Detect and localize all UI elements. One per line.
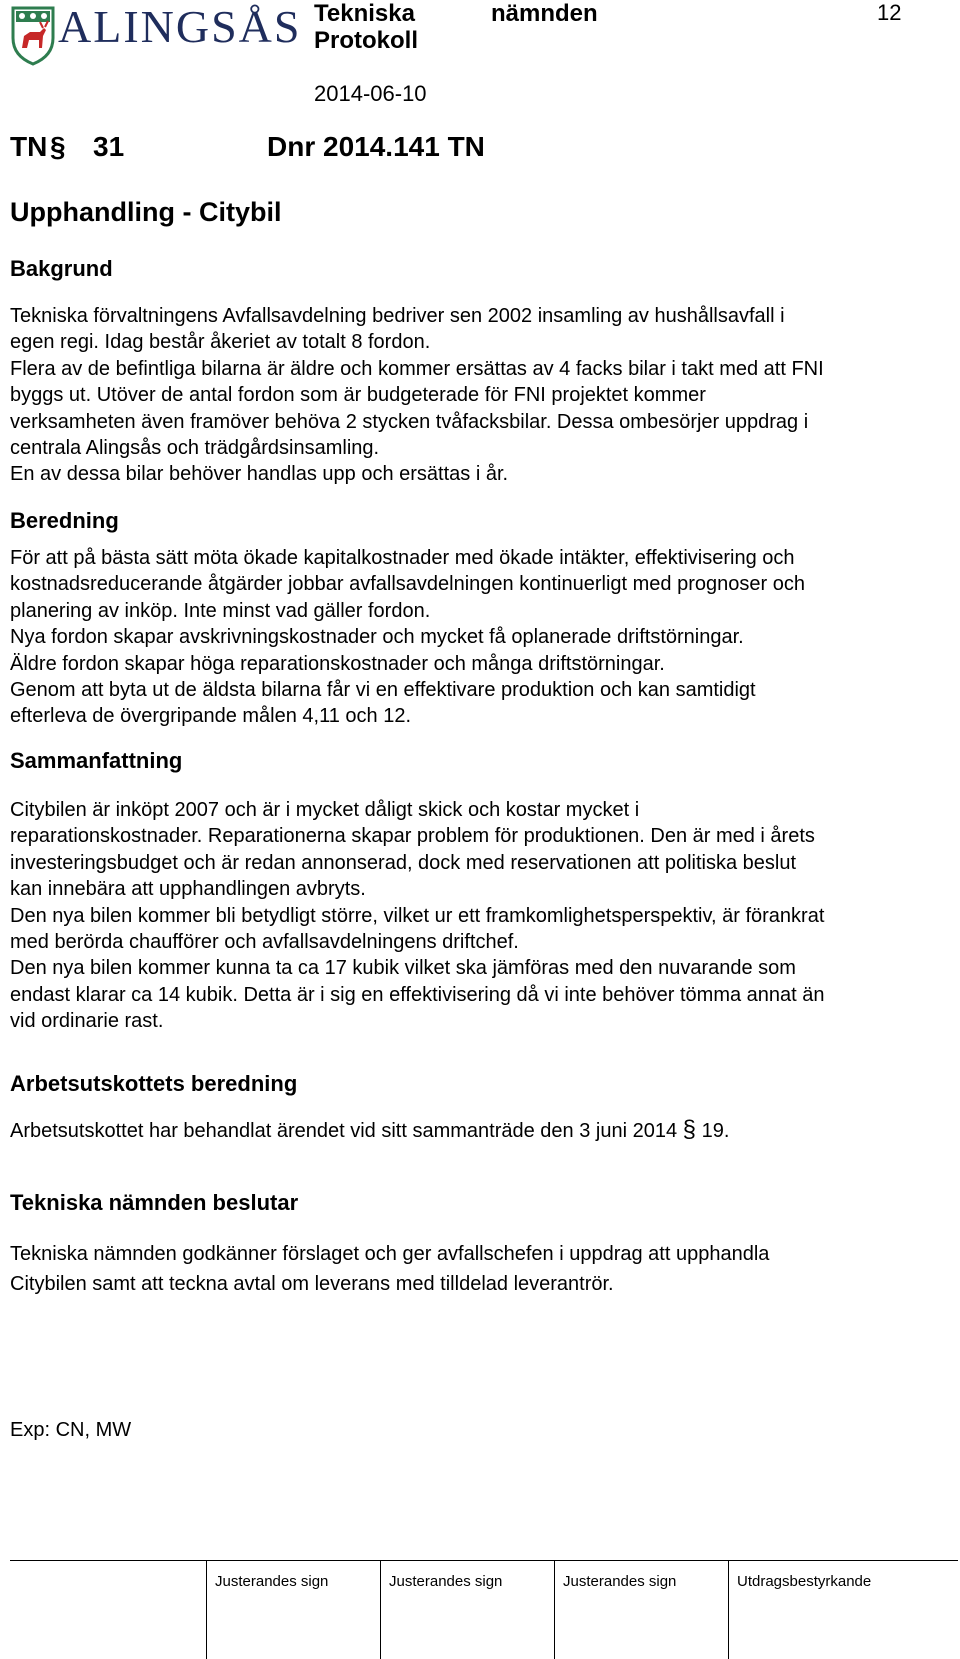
text-line: [10, 1117, 940, 1144]
signature-box: [554, 1561, 729, 1659]
case-number: 31: [93, 131, 125, 162]
text-line: För att på bästa sätt möta ökade kapitalkostnader med ökade intäkter, effektivisering och: [10, 547, 795, 569]
text-after: 19.: [701, 1120, 730, 1142]
text-line: Nya fordon skapar avskrivningskostnader och mycket få oplanerade driftstörningar.: [10, 626, 744, 649]
signature-label: Justerandes sign: [215, 1573, 329, 1590]
text-line: egen regi. Idag består åkeriet av totalt 8 fordon.: [10, 331, 431, 354]
signature-box: [728, 1561, 959, 1659]
case-title: Upphandling - Citybil: [10, 197, 282, 227]
signature-box: [380, 1561, 555, 1659]
certification-label: Utdragsbestyrkande: [737, 1573, 872, 1590]
org-name: ALINGSÅS: [58, 1, 302, 52]
heading-beredning: Beredning: [10, 508, 119, 533]
protocol-date: 2014-06-10: [314, 81, 427, 106]
text-line: planering av inköp. Inte minst vad gäller fordon.: [10, 599, 431, 622]
text-line: centrala Alingsås och trädgårdsinsamling.: [10, 437, 380, 460]
case-dnr: Dnr 2014.141 TN: [267, 131, 485, 162]
text-line: Tekniska förvaltningens Avfallsavdelning bedriver sen 2002 insamling av hushållsavfall i: [10, 305, 785, 327]
heading-sammanfattning: Sammanfattning: [10, 748, 183, 773]
text-line: med berörda chaufförer och avfallsavdelningens driftchef.: [10, 931, 519, 954]
signature-box: [206, 1561, 381, 1659]
page-number: 12: [877, 0, 902, 25]
paragraph-sammanfattning: [10, 797, 940, 1035]
text-line: efterleva de övergripande målen 4,11 och 12.: [10, 705, 412, 728]
text-line: Den nya bilen kommer kunna ta ca 17 kubik vilket ska jämföras med den nuvarande som: [10, 957, 796, 980]
text-before: Arbetsutskottet har behandlat ärendet vid sitt sammanträde den 3 juni 2014: [10, 1120, 678, 1142]
signature-label: Justerandes sign: [563, 1573, 677, 1590]
section-symbol: §: [50, 131, 66, 162]
text-line: Genom att byta ut de äldsta bilarna får vi en effektivare produktion och kan samtidigt: [10, 679, 756, 702]
text-line: Den nya bilen kommer bli betydligt större, vilket ur ett framkomlighetsperspektiv, är förankrat: [10, 904, 825, 927]
case-ref-prefix: TN: [10, 131, 48, 162]
text-line: Citybilen är inköpt 2007 och är i mycket dåligt skick och kostar mycket i: [10, 799, 640, 821]
text-line: kan innebära att upphandlingen avbryts.: [10, 878, 366, 901]
heading-bakgrund: Bakgrund: [10, 256, 113, 281]
heading-arbetsutskottet: Arbetsutskottets beredning: [10, 1071, 298, 1096]
paragraph-bakgrund: [10, 303, 940, 488]
section-symbol: §: [682, 1116, 697, 1143]
header-subtitle: Protokoll: [314, 27, 419, 54]
text-line: reparationskostnader. Reparationerna skapar problem för produktionen. Den är med i årets: [10, 825, 815, 848]
text-line: Äldre fordon skapar höga reparationskostnader och många driftstörningar.: [10, 652, 665, 675]
text-line: verksamheten även framöver behöva 2 stycken tvåfacksbilar. Dessa ombesörjer uppdrag i: [10, 410, 809, 433]
header-title-word1: Tekniska: [314, 0, 415, 27]
text-line: endast klarar ca 14 kubik. Detta är i sig en effektivisering då vi inte behöver tömma annat än: [10, 983, 825, 1006]
text-line: Tekniska nämnden godkänner förslaget och ger avfallschefen i uppdrag att upphandla: [10, 1243, 770, 1265]
paragraph-beslut: [10, 1239, 940, 1299]
text-line: byggs ut. Utöver de antal fordon som är budgeterade för FNI projektet kommer: [10, 384, 706, 407]
text-line: Citybilen samt att teckna avtal om leverans med tilldelad leverantrör.: [10, 1273, 614, 1295]
paragraph-arbetsutskottet: [10, 1117, 940, 1144]
text-line: investeringsbudget och är redan annonserad, dock med reservationen att politiska beslut: [10, 851, 797, 874]
heading-beslut: Tekniska nämnden beslutar: [10, 1190, 299, 1215]
paragraph-beredning: [10, 545, 940, 730]
alingsas-logo: [10, 0, 300, 68]
coat-of-arms-icon: [10, 2, 56, 66]
text-line: En av dessa bilar behöver handlas upp och ersättas i år.: [10, 463, 509, 486]
header-title-word2: nämnden: [491, 0, 598, 27]
expedition: Exp: CN, MW: [10, 1419, 132, 1441]
signature-label: Justerandes sign: [389, 1573, 503, 1590]
text-line: Flera av de befintliga bilarna är äldre och kommer ersättas av 4 facks bilar i takt med att FNI: [10, 357, 824, 380]
text-line: kostnadsreducerande åtgärder jobbar avfallsavdelningen kontinuerligt med prognoser och: [10, 573, 805, 596]
text-line: vid ordinarie rast.: [10, 1010, 164, 1033]
